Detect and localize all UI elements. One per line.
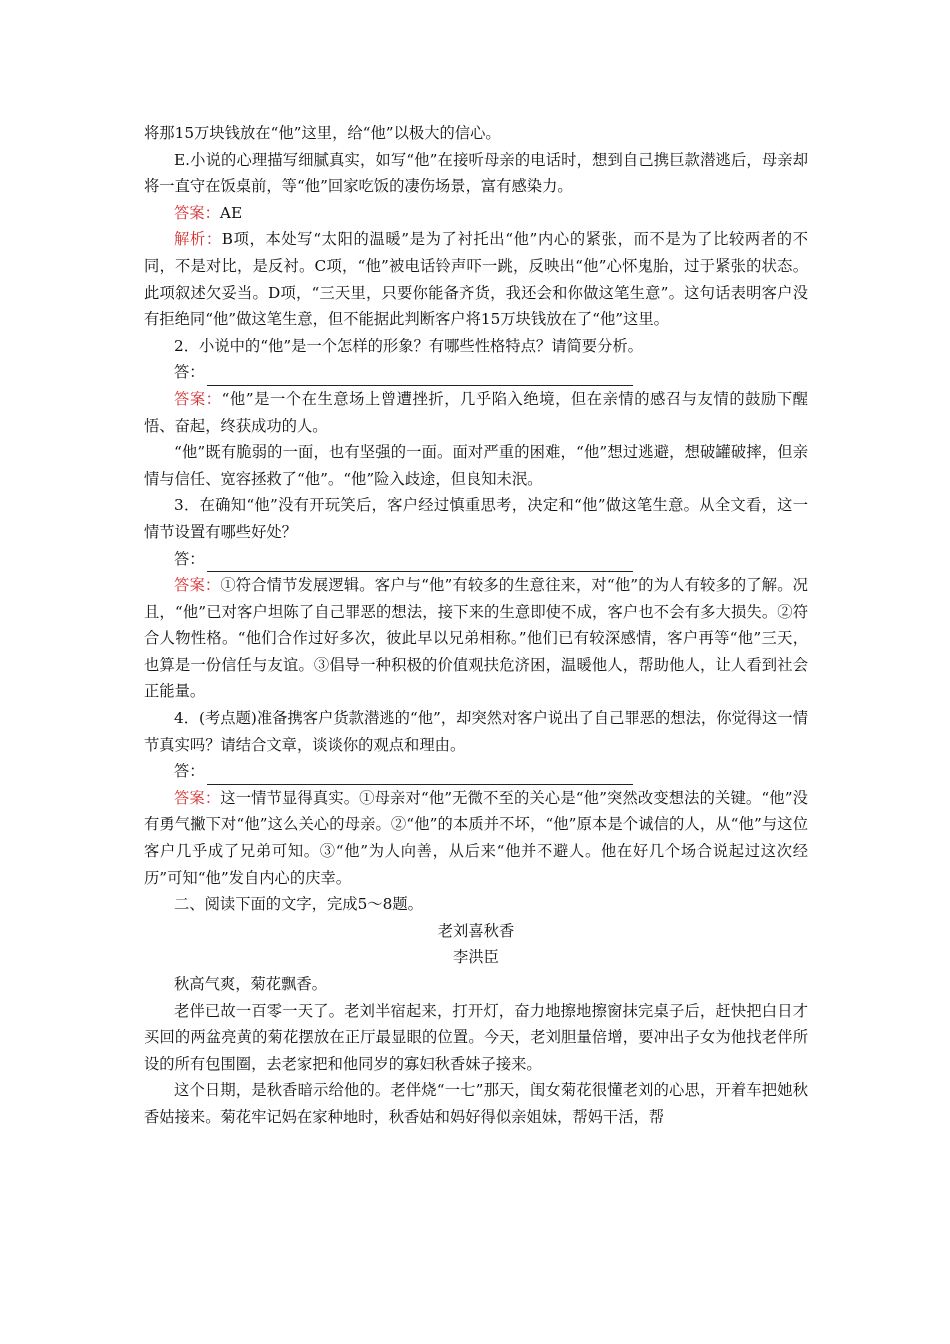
q2-answer-continued: “他”既有脆弱的一面，也有坚强的一面。面对严重的困难，“他”想过逃避，想破罐破摔，但亲情与信任、宽容拯救了“他”。“他”险入歧途，但良知未泯。 [144, 443, 808, 488]
answer-label: 答案： [174, 576, 221, 595]
q3-answer [144, 572, 808, 705]
answer-text: ①符合情节发展逻辑。客户与“他”有较多的生意往来，对“他”的为人有较多的了解。况且，“他”已对客户坦陈了自己罪恶的想法，接下来的生意即使不成，客户也不会有多大损失。②符合人物性格。“他们合作过好多次，彼此早以兄弟相称。”他们已有较深感情，客户再等“他”三天，也算是一份信任与友谊。③倡导一种积极的价值观扶危济困，温暖他人，帮助他人，让人看到社会正能量。 [144, 576, 808, 701]
q1-answer [144, 200, 808, 227]
answer-prefix: 答： [174, 762, 205, 781]
answer-label: 答案： [174, 389, 222, 408]
answer-text: 这一情节显得真实。①母亲对“他”无微不至的关心是“他”突然改变想法的关键。“他”没有勇气撇下对“他”这么关心的母亲。②“他”的本质并不坏，“他”原本是个诚信的人，从“他”与这位客户几乎成了兄弟可知。③“他”为人向善，从后来“他并不避人。他在好几个场合说起过这次经历”可知“他”发自内心的庆幸。 [144, 788, 808, 887]
story-title: 老刘喜秋香 [437, 921, 515, 940]
analysis-label: 解析： [174, 230, 222, 249]
answer-text: AE [219, 203, 243, 222]
q2-question: 2．小说中的“他”是一个怎样的形象？有哪些性格特点？请简要分析。 [174, 336, 643, 355]
q4-answer-blank [174, 758, 950, 785]
q4-answer [144, 785, 808, 891]
q2-answer-blank [174, 359, 950, 386]
story-paragraph: 这个日期，是秋香暗示给他的。老伴烧“一七”那天，闺女菊花很懂老刘的心思，开着车把她秋香姑接来。菊花牢记妈在家种地时，秋香姑和妈好得似亲姐妹，帮妈干活，帮 [144, 1081, 808, 1126]
story-paragraph: 秋高气爽，菊花飘香。 [174, 975, 327, 993]
story-author: 李洪臣 [453, 948, 499, 967]
story-paragraph: 老伴已故一百零一天了。老刘半宿起来，打开灯，奋力地擦地擦窗抹完桌子后，赶快把白日才买回的两盆亮黄的菊花摆放在正厅最显眼的位置。今天，老刘胆量倍增，要冲出子女为他找老伴所设的所有包围圈，去老家把和他同岁的寡妇秋香妹子接来。 [144, 1001, 808, 1073]
q1-analysis [144, 226, 808, 332]
section-heading: 二、阅读下面的文字，完成5～8题。 [174, 895, 423, 914]
q2-answer [144, 386, 808, 439]
answer-label: 答案： [174, 203, 220, 222]
q4-question: 4．(考点题)准备携客户货款潜逃的“他”，却突然对客户说出了自己罪恶的想法，你觉得这一情节真实吗？请结合文章，谈谈你的观点和理由。 [144, 709, 808, 754]
analysis-text: B项，本处写“太阳的温暖”是为了衬托出“他”内心的紧张，而不是为了比较两者的不同，不是对比，是反衬。C项，“他”被电话铃声吓一跳，反映出“他”心怀鬼胎，过于紧张的状态。此项叙述欠妥当。D项，“三天里，只要你能备齐货，我还会和你做这笔生意”。这句话表明客户没有拒绝同“他”做这笔生意，但不能据此判断客户将15万块钱放在了“他”这里。 [144, 230, 808, 329]
answer-underline [207, 367, 633, 386]
text-line-option-d-end: 将那15万块钱放在“他”这里，给“他”以极大的信心。 [144, 124, 501, 142]
answer-label: 答案： [174, 788, 221, 807]
answer-prefix: 答： [174, 363, 205, 382]
answer-underline [207, 553, 633, 572]
q3-answer-blank [174, 546, 950, 573]
option-e: E.小说的心理描写细腻真实，如写“他”在接听母亲的电话时，想到自己携巨款潜逃后，母亲却将一直守在饭桌前，等“他”回家吃饭的凄伤场景，富有感染力。 [144, 150, 808, 196]
answer-underline [207, 766, 633, 785]
answer-prefix: 答： [174, 549, 205, 568]
q3-question: 3．在确知“他”没有开玩笑后，客户经过慎重思考，决定和“他”做这笔生意。从全文看，这一情节设置有哪些好处？ [144, 496, 808, 541]
answer-text: “他”是一个在生意场上曾遭挫折，几乎陷入绝境，但在亲情的感召与友情的鼓励下醒悟、奋起，终获成功的人。 [144, 389, 808, 435]
